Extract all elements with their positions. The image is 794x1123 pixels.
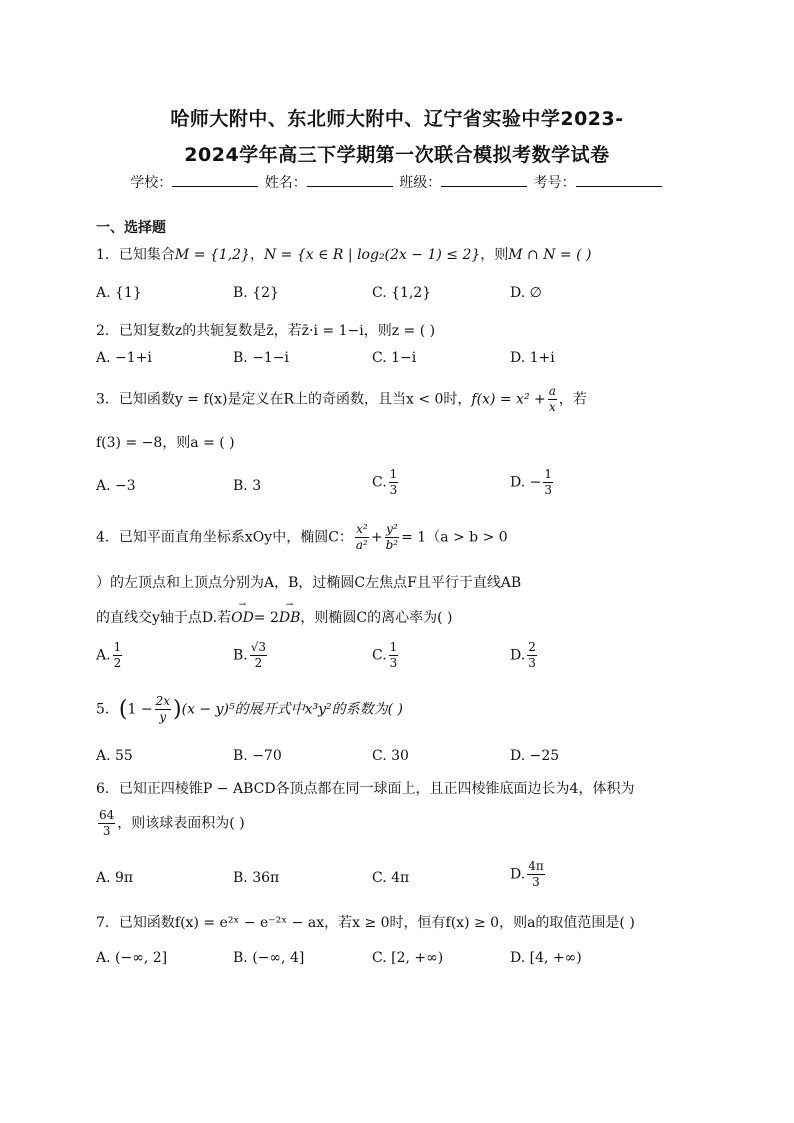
question-3-line2: f(3) = −8，则a = ( ) — [96, 435, 235, 451]
vector-db: → DB — [279, 610, 301, 626]
q4-option-b: B. $\frac{√3}{2}$ — [233, 640, 267, 670]
school-label: 学校： — [130, 175, 173, 191]
question-5: 5．(1 − $\frac{2x}{y}$ )(x − y)⁵的展开式中x³y²的系数为( ) — [96, 694, 403, 724]
question-4-line3: 的直线交y轴于点D.若→ OD= 2→ DB，则椭圆C的离心率为( ) — [96, 607, 453, 627]
question-4-line2: ）的左顶点和上顶点分别为A，B，过椭圆C左焦点F且平行于直线AB — [96, 575, 522, 591]
q7-option-d: D. [4, +∞) — [510, 950, 582, 966]
q5-option-d: D. −25 — [510, 748, 560, 764]
set-n: N = {x ∈ R | log₂(2x − 1) ≤ 2} — [263, 247, 481, 263]
q1-option-b: B. {2} — [233, 285, 279, 301]
exam-title-line1: 哈师大附中、东北师大附中、辽宁省实验中学2023- — [170, 108, 624, 130]
q3-option-d: D. − $\frac{1}{3}$ — [510, 467, 552, 497]
fraction-a-over-x: $\frac{a}{x}$ — [548, 384, 556, 414]
number-blank — [576, 174, 662, 187]
q2-option-d: D. 1+i — [510, 350, 555, 366]
exam-title-line2: 2024学年高三下学期第一次联合模拟考数学试卷 — [184, 144, 610, 166]
q6-option-b: B. 36π — [233, 870, 280, 886]
q4-option-c: C. $\frac{1}{3}$ — [372, 640, 398, 670]
q6-option-c: C. 4π — [372, 870, 410, 886]
school-blank — [172, 174, 258, 187]
q3-option-b: B. 3 — [233, 478, 262, 494]
q5-option-c: C. 30 — [372, 748, 409, 764]
q3-option-c: C. $\frac{1}{3}$ — [372, 467, 398, 497]
q3-option-a: A. −3 — [96, 478, 136, 494]
section-heading: 一、选择题 — [96, 220, 166, 236]
class-blank — [441, 174, 527, 187]
q1-option-d: D. ∅ — [510, 285, 542, 301]
q6-option-d: D. $\frac{4\pi}{3}$ — [510, 859, 544, 889]
q1-option-c: C. {1,2} — [372, 285, 432, 301]
q7-option-c: C. [2, +∞) — [372, 950, 444, 966]
class-label: 班级： — [399, 175, 442, 191]
question-7: 7．已知函数f(x) = e²ˣ − e⁻²ˣ − ax，若x ≥ 0时，恒有f(x) ≥ 0，则a的取值范围是( ) — [96, 915, 635, 931]
question-1: 1．已知集合M = {1,2}，N = {x ∈ R | log₂(2x − 1) ≤ 2}，则M ∩ N = ( ) — [96, 247, 592, 263]
q7-option-b: B. (−∞, 4] — [233, 950, 305, 966]
name-blank — [307, 174, 393, 187]
q4-option-d: D. $\frac{2}{3}$ — [510, 640, 536, 670]
q5-option-b: B. −70 — [233, 748, 282, 764]
question-2: 2．已知复数z的共轭复数是z̄，若z̄·i = 1−i，则z = ( ) — [96, 323, 436, 339]
q1-option-a: A. {1} — [96, 285, 142, 301]
number-label: 考号： — [533, 175, 576, 191]
q4-option-a: A. $\frac{1}{2}$ — [96, 640, 122, 670]
name-label: 姓名： — [264, 175, 307, 191]
question-4: 4．已知平面直角坐标系xOy中，椭圆C： $\frac{\text{x²}}{\text{a²}}$ + $\frac{\text{y²}}{\text{b²}}$ = 1（a > b > 0 — [96, 522, 508, 552]
vector-od: → OD — [231, 610, 254, 626]
q2-option-a: A. −1+i — [96, 350, 152, 366]
q5-option-a: A. 55 — [96, 748, 133, 764]
question-6-line2: $\frac{64}{3}$ ，则该球表面积为( ) — [99, 808, 245, 838]
q2-option-c: C. 1−i — [372, 350, 417, 366]
student-info-line — [0, 172, 794, 192]
q2-option-b: B. −1−i — [233, 350, 290, 366]
q6-option-a: A. 9π — [96, 870, 134, 886]
question-3: 3．已知函数y = f(x)是定义在R上的奇函数，且当x < 0时，f(x) = x² + $\frac{a}{x}$ ，若 — [96, 384, 587, 414]
question-6: 6．已知正四棱锥P − ABCD各顶点都在同一球面上，且正四棱锥底面边长为4，体积为 — [96, 781, 635, 797]
intersection-expr: M ∩ N = ( ) — [508, 247, 592, 263]
set-m: M = {1,2} — [174, 247, 250, 263]
q7-option-a: A. (−∞, 2] — [96, 950, 168, 966]
